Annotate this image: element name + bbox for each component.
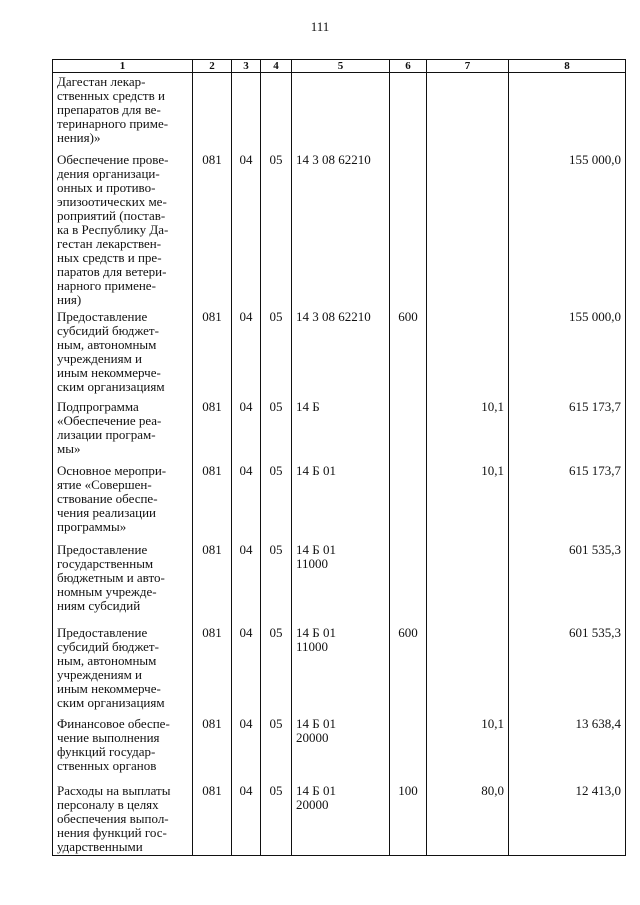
amount-cell: 615 173,7 [509,464,626,543]
code-cell: 081 [193,400,232,464]
section-cell: 04 [232,153,261,310]
subsection-cell: 05 [261,400,292,464]
column-header: 1 [53,60,193,73]
page-number: 111 [310,19,330,34]
target-cell: 14 Б 01 11000 [292,543,390,626]
item-name-cell: Обеспечение прове- дения организаци- онных и противо- эпизоотических ме- роприятий (постав- ка в Республику Да- гестан лекарствен- ных средств и пре- паратов для ветери- нарного примене- ния) [53,153,193,310]
section-cell: 04 [232,626,261,717]
column-header: 2 [193,60,232,73]
target-cell: 14 3 08 62210 [292,153,390,310]
column-header: 6 [390,60,427,73]
section-cell: 04 [232,784,261,856]
target-cell: 14 Б 01 20000 [292,717,390,784]
amount-cell: 155 000,0 [509,153,626,310]
column-header: 3 [232,60,261,73]
table-row [53,310,626,400]
target-cell [292,73,390,153]
col7-cell [427,73,509,153]
section-cell: 04 [232,310,261,400]
item-name-cell: Дагестан лекар- ственных средств и препаратов для ве- теринарного приме- нения)» [53,73,193,153]
expense-type-cell [390,73,427,153]
subsection-cell: 05 [261,784,292,856]
amount-cell [509,73,626,153]
expense-type-cell [390,464,427,543]
item-name-cell: Основное меропри- ятие «Совершен- ствование обеспе- чения реализации программы» [53,464,193,543]
subsection-cell: 05 [261,153,292,310]
section-cell: 04 [232,464,261,543]
subsection-cell: 05 [261,310,292,400]
target-cell: 14 3 08 62210 [292,310,390,400]
target-cell: 14 Б 01 20000 [292,784,390,856]
table-row [53,464,626,543]
item-name-cell: Предоставление субсидий бюджет- ным, автономным учреждениям и иным некоммерче- ским организациям [53,626,193,717]
amount-cell: 12 413,0 [509,784,626,856]
table-row [53,153,626,310]
column-header: 4 [261,60,292,73]
section-cell: 04 [232,543,261,626]
subsection-cell: 05 [261,543,292,626]
amount-cell: 615 173,7 [509,400,626,464]
expense-type-cell: 600 [390,310,427,400]
col7-cell [427,626,509,717]
section-cell: 04 [232,717,261,784]
code-cell: 081 [193,626,232,717]
code-cell [193,73,232,153]
subsection-cell: 05 [261,626,292,717]
item-name-cell: Расходы на выплаты персоналу в целях обеспечения выпол- нения функций гос- ударственными [53,784,193,856]
section-cell [232,73,261,153]
budget-table [52,59,626,856]
subsection-cell: 05 [261,464,292,543]
target-cell: 14 Б [292,400,390,464]
section-cell: 04 [232,400,261,464]
expense-type-cell: 600 [390,626,427,717]
code-cell: 081 [193,310,232,400]
col7-cell [427,543,509,626]
col7-cell: 10,1 [427,717,509,784]
table-row [53,400,626,464]
item-name-cell: Предоставление субсидий бюджет- ным, автономным учреждениям и иным некоммерче- ским организациям [53,310,193,400]
column-header: 5 [292,60,390,73]
item-name-cell: Финансовое обеспе- чение выполнения функций государ- ственных органов [53,717,193,784]
column-header: 8 [509,60,626,73]
code-cell: 081 [193,543,232,626]
code-cell: 081 [193,153,232,310]
col7-cell [427,153,509,310]
header-row [53,60,626,73]
col7-cell: 10,1 [427,464,509,543]
col7-cell: 10,1 [427,400,509,464]
code-cell: 081 [193,464,232,543]
item-name-cell: Подпрограмма «Обеспечение реа- лизации програм- мы» [53,400,193,464]
col7-cell [427,310,509,400]
item-name-cell: Предоставление государственным бюджетным и авто- номным учрежде- ниям субсидий [53,543,193,626]
expense-type-cell [390,153,427,310]
expense-type-cell: 100 [390,784,427,856]
amount-cell: 601 535,3 [509,626,626,717]
code-cell: 081 [193,784,232,856]
subsection-cell: 05 [261,717,292,784]
amount-cell: 155 000,0 [509,310,626,400]
col7-cell: 80,0 [427,784,509,856]
amount-cell: 13 638,4 [509,717,626,784]
expense-type-cell [390,717,427,784]
table-row [53,784,626,856]
column-header: 7 [427,60,509,73]
table-row [53,717,626,784]
target-cell: 14 Б 01 11000 [292,626,390,717]
subsection-cell [261,73,292,153]
table-row [53,626,626,717]
expense-type-cell [390,400,427,464]
amount-cell: 601 535,3 [509,543,626,626]
table-row [53,73,626,153]
table-row [53,543,626,626]
expense-type-cell [390,543,427,626]
code-cell: 081 [193,717,232,784]
target-cell: 14 Б 01 [292,464,390,543]
